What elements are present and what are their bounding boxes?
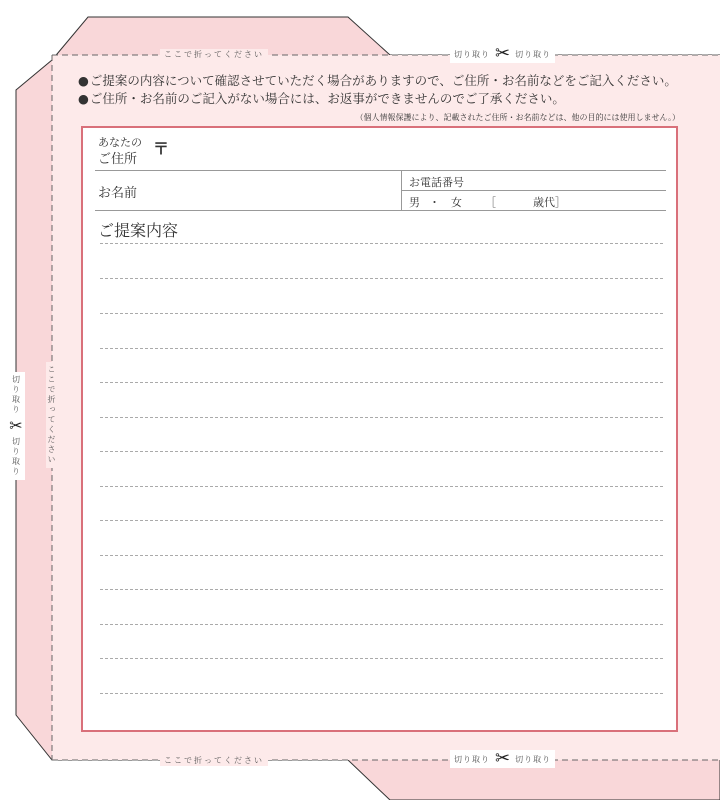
- age-field[interactable]: [501, 192, 531, 208]
- instruction-line-2: [78, 90, 565, 108]
- cut-label-bottom-left: 切り取り: [454, 754, 490, 764]
- writing-line: [100, 313, 663, 314]
- address-field[interactable]: [178, 132, 663, 168]
- bullet-icon: ●: [78, 73, 89, 88]
- instruction-text-2: ご住所・お名前のご記入がない場合には、お返事ができませんのでご了承ください。: [89, 91, 565, 106]
- scissors-icon: ✂: [9, 416, 23, 435]
- writing-line: [100, 658, 663, 659]
- fold-label-bottom: ここで折ってください: [160, 755, 268, 766]
- writing-line: [100, 382, 663, 383]
- phone-field[interactable]: [473, 172, 663, 188]
- writing-line: [100, 278, 663, 279]
- instruction-text-1: ご提案の内容について確認させていただく場合がありますので、ご住所・お名前などをご記入ください。: [89, 73, 677, 88]
- cut-marker-left: [7, 372, 25, 480]
- age-suffix: 歳代］: [533, 196, 566, 209]
- proposal-label: ご提案内容: [98, 221, 179, 240]
- fold-label-left: ここで折ってください: [46, 362, 57, 468]
- postal-mark-icon: 〒: [153, 139, 170, 158]
- cut-label-top-left: 切り取り: [454, 49, 490, 59]
- bullet-icon: ●: [78, 91, 89, 106]
- cut-label-left-top: 切り取り: [11, 375, 21, 415]
- scissors-icon: ✂: [495, 748, 511, 769]
- writing-line: [100, 589, 663, 590]
- row-divider-phone: [401, 190, 666, 191]
- writing-line: [100, 555, 663, 556]
- age-bracket-open: ［: [485, 196, 496, 209]
- writing-line: [100, 486, 663, 487]
- cut-label-bottom-right: 切り取り: [515, 754, 552, 764]
- row-divider-name: [95, 210, 666, 211]
- address-label-line-2: ご住所: [98, 152, 138, 167]
- address-label-line-1: あなたの: [98, 136, 142, 149]
- cut-marker-bottom: [450, 750, 555, 768]
- writing-line: [100, 451, 663, 452]
- phone-label: お電話番号: [409, 176, 464, 189]
- row-divider-address: [95, 170, 666, 171]
- gender-male-option[interactable]: 男: [409, 196, 420, 209]
- privacy-note: （個人情報保護により、記載されたご住所・お名前などは、他の目的には使用しません。）: [355, 113, 680, 122]
- gender-female-option[interactable]: 女: [451, 196, 462, 209]
- writing-line: [100, 520, 663, 521]
- writing-line: [100, 348, 663, 349]
- writing-line: [100, 417, 663, 418]
- name-field[interactable]: [153, 172, 393, 208]
- scissors-icon: ✂: [495, 43, 511, 64]
- proposal-textarea[interactable]: [98, 240, 663, 700]
- cut-label-left-bottom: 切り取り: [11, 437, 21, 477]
- writing-line: [100, 624, 663, 625]
- cut-marker-top: [450, 45, 555, 63]
- writing-line: [100, 243, 663, 244]
- name-label: お名前: [98, 186, 138, 201]
- instruction-line-1: [78, 72, 677, 90]
- cut-label-top-right: 切り取り: [515, 49, 552, 59]
- proposal-form: [81, 126, 678, 732]
- gender-separator: ・: [429, 196, 440, 209]
- writing-line: [100, 693, 663, 694]
- fold-label-top: ここで折ってください: [160, 49, 268, 60]
